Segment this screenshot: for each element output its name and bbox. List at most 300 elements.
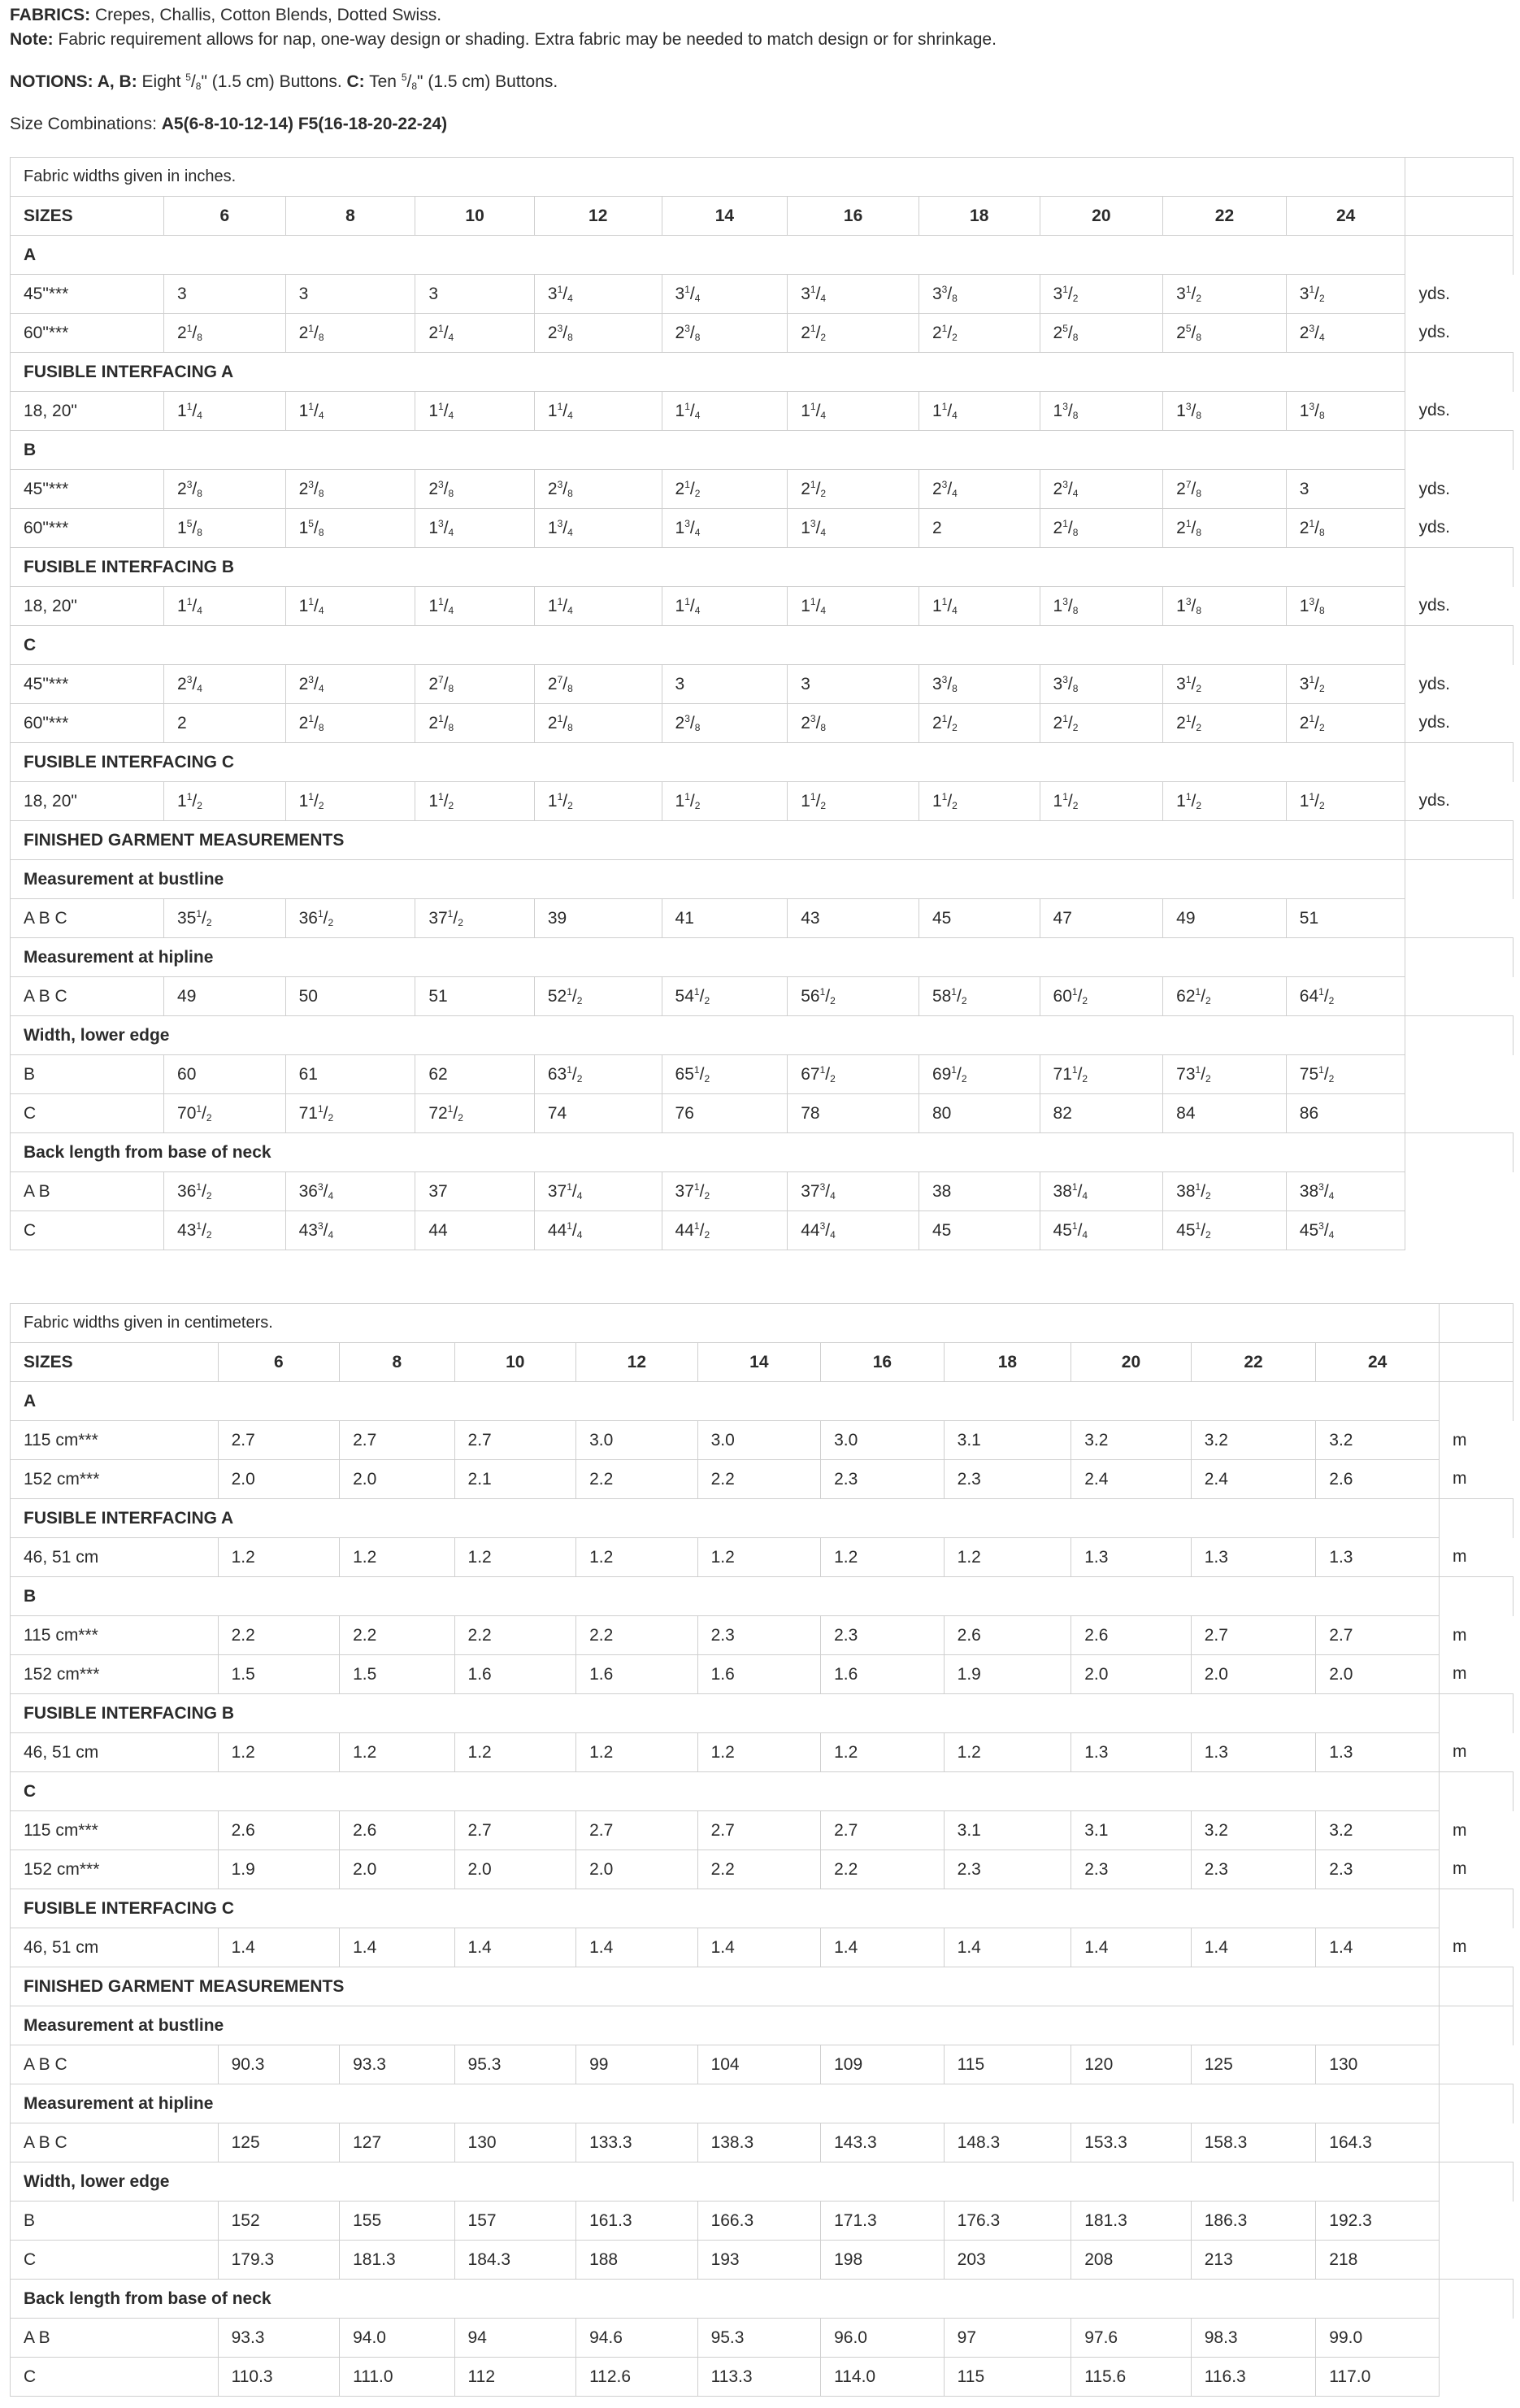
value-cell: $1^3/_8$	[1040, 587, 1163, 626]
blank-cell	[1439, 1304, 1513, 1343]
value-cell: 82	[1040, 1094, 1163, 1133]
section-label: FUSIBLE INTERFACING B	[11, 548, 1405, 587]
value-cell: 161.3	[576, 2202, 698, 2241]
value-cell: 1.2	[697, 1538, 821, 1577]
value-cell: $73^1/_2$	[1163, 1055, 1287, 1094]
value-cell: 62	[415, 1055, 535, 1094]
value-cell: $2^1/_8$	[534, 704, 662, 743]
value-cell: 2.4	[1071, 1460, 1192, 1499]
blank-cell	[1439, 1772, 1513, 1811]
value-cell: 198	[821, 2241, 945, 2280]
blank-cell	[1405, 1133, 1513, 1172]
unit-cell: m	[1439, 1928, 1513, 1967]
value-cell: $2^1/_8$	[164, 314, 286, 353]
value-cell: $2^7/_8$	[1163, 470, 1287, 509]
value-cell: 1.4	[1191, 1928, 1316, 1967]
value-cell: $37^1/_2$	[415, 899, 535, 938]
value-cell: 38	[919, 1172, 1040, 1211]
value-cell: $70^1/_2$	[164, 1094, 286, 1133]
unit-cell	[1439, 2358, 1513, 2397]
value-cell: $35^1/_2$	[164, 899, 286, 938]
value-cell: $1^1/_2$	[415, 782, 535, 821]
table-row	[11, 275, 1513, 314]
value-cell: $43^3/_4$	[285, 1211, 415, 1250]
value-cell: $45^1/_4$	[1040, 1211, 1163, 1250]
row-label: 60"***	[11, 704, 164, 743]
value-cell: 97	[944, 2319, 1071, 2358]
section-label: FUSIBLE INTERFACING A	[11, 353, 1405, 392]
value-cell: $3^1/_4$	[788, 275, 919, 314]
value-cell: 2.0	[454, 1850, 576, 1889]
value-cell: 2.6	[1316, 1460, 1440, 1499]
table-row	[11, 1733, 1513, 1772]
value-cell: 99.0	[1316, 2319, 1440, 2358]
row-label: 18, 20"	[11, 587, 164, 626]
value-cell: $72^1/_2$	[415, 1094, 535, 1133]
value-cell: $2^1/_2$	[919, 314, 1040, 353]
value-cell: $3^1/_2$	[1163, 665, 1287, 704]
value-cell: 2.2	[697, 1850, 821, 1889]
table-row	[11, 587, 1513, 626]
value-cell: 1.2	[340, 1733, 454, 1772]
value-cell: 193	[697, 2241, 821, 2280]
table-row	[11, 509, 1513, 548]
value-cell: 94.6	[576, 2319, 698, 2358]
value-cell: $2^1/_2$	[1286, 704, 1405, 743]
value-cell: 3.2	[1191, 1421, 1316, 1460]
value-cell: $2^1/_8$	[415, 704, 535, 743]
section-row	[11, 938, 1513, 977]
value-cell: $2^3/_8$	[415, 470, 535, 509]
section-label: FUSIBLE INTERFACING C	[11, 1889, 1440, 1928]
section-row	[11, 548, 1513, 587]
value-cell: 2.7	[821, 1811, 945, 1850]
value-cell: 171.3	[821, 2202, 945, 2241]
table-row	[11, 1421, 1513, 1460]
value-cell: 45	[919, 899, 1040, 938]
value-cell: 208	[1071, 2241, 1192, 2280]
value-cell: $1^5/_8$	[285, 509, 415, 548]
value-cell: $38^1/_4$	[1040, 1172, 1163, 1211]
value-cell: 184.3	[454, 2241, 576, 2280]
value-cell: 2.2	[697, 1460, 821, 1499]
value-cell: 2.6	[944, 1616, 1071, 1655]
value-cell: 218	[1316, 2241, 1440, 2280]
value-cell: $52^1/_2$	[534, 977, 662, 1016]
value-cell: 1.2	[944, 1538, 1071, 1577]
value-cell: 153.3	[1071, 2123, 1192, 2162]
value-cell: 2.3	[944, 1460, 1071, 1499]
value-cell: 2.3	[697, 1616, 821, 1655]
value-cell: 45	[919, 1211, 1040, 1250]
value-cell: 3.2	[1316, 1421, 1440, 1460]
unit-cell: yds.	[1405, 704, 1513, 743]
value-cell: 1.4	[821, 1928, 945, 1967]
value-cell: $1^3/_8$	[1163, 392, 1287, 431]
value-cell: 2.0	[340, 1850, 454, 1889]
value-cell: 2.0	[340, 1460, 454, 1499]
value-cell: 130	[454, 2123, 576, 2162]
value-cell: 1.6	[576, 1655, 698, 1694]
size-header: 6	[218, 1343, 340, 1382]
value-cell: $43^1/_2$	[164, 1211, 286, 1250]
table-row	[11, 782, 1513, 821]
value-cell: 109	[821, 2045, 945, 2084]
unit-cell	[1405, 1172, 1513, 1211]
section-row	[11, 2084, 1513, 2123]
value-cell: 1.3	[1316, 1733, 1440, 1772]
blank-cell	[1405, 821, 1513, 860]
value-cell: 1.5	[340, 1655, 454, 1694]
blank-cell	[1439, 2280, 1513, 2319]
caption-row	[11, 1304, 1513, 1343]
value-cell: 1.2	[576, 1733, 698, 1772]
value-cell: 2.7	[1191, 1616, 1316, 1655]
value-cell: $56^1/_2$	[788, 977, 919, 1016]
table-row	[11, 1616, 1513, 1655]
value-cell: $1^3/_8$	[1286, 587, 1405, 626]
value-cell: 1.4	[454, 1928, 576, 1967]
section-label: Back length from base of neck	[11, 1133, 1405, 1172]
row-label: C	[11, 1211, 164, 1250]
blank-cell	[1439, 2006, 1513, 2045]
value-cell: $2^1/_2$	[662, 470, 788, 509]
value-cell: 138.3	[697, 2123, 821, 2162]
value-cell: 1.2	[218, 1733, 340, 1772]
value-cell: $2^1/_2$	[788, 314, 919, 353]
unit-cell: yds.	[1405, 392, 1513, 431]
value-cell: $63^1/_2$	[534, 1055, 662, 1094]
value-cell: 96.0	[821, 2319, 945, 2358]
value-cell: 74	[534, 1094, 662, 1133]
value-cell: $2^1/_8$	[1286, 509, 1405, 548]
value-cell: $1^3/_4$	[788, 509, 919, 548]
value-cell: 188	[576, 2241, 698, 2280]
row-label: A B C	[11, 2123, 219, 2162]
value-cell: $1^3/_4$	[662, 509, 788, 548]
section-row	[11, 743, 1513, 782]
unit-cell: yds.	[1405, 665, 1513, 704]
table-row	[11, 1055, 1513, 1094]
section-row	[11, 236, 1513, 275]
note-text: Fabric requirement allows for nap, one-way design or shading. Extra fabric may be needed to match design or for shrinkage.	[53, 30, 997, 49]
value-cell: $1^1/_2$	[285, 782, 415, 821]
value-cell: 39	[534, 899, 662, 938]
row-label: A B	[11, 1172, 164, 1211]
row-label: 46, 51 cm	[11, 1928, 219, 1967]
table-row	[11, 1094, 1513, 1133]
size-header: 14	[697, 1343, 821, 1382]
value-cell: 61	[285, 1055, 415, 1094]
unit-cell	[1439, 2123, 1513, 2162]
value-cell: 3	[164, 275, 286, 314]
section-row	[11, 1694, 1513, 1733]
size-header: 24	[1316, 1343, 1440, 1382]
value-cell: 111.0	[340, 2358, 454, 2397]
value-cell: 2	[919, 509, 1040, 548]
value-cell: $1^1/_4$	[534, 587, 662, 626]
value-cell: $3^3/_8$	[919, 275, 1040, 314]
size-combination-label: Size Combinations:	[10, 115, 162, 133]
blank-cell	[1405, 938, 1513, 977]
table-caption: Fabric widths given in centimeters.	[11, 1304, 1440, 1343]
value-cell: $1^3/_8$	[1286, 392, 1405, 431]
unit-cell	[1405, 1055, 1513, 1094]
unit-cell	[1439, 2202, 1513, 2241]
value-cell: $2^3/_8$	[788, 704, 919, 743]
row-label: 115 cm***	[11, 1811, 219, 1850]
value-cell: $71^1/_2$	[285, 1094, 415, 1133]
value-cell: 186.3	[1191, 2202, 1316, 2241]
blank-cell	[1405, 860, 1513, 899]
value-cell: 2.0	[1071, 1655, 1192, 1694]
value-cell: 50	[285, 977, 415, 1016]
value-cell: 179.3	[218, 2241, 340, 2280]
table-row	[11, 1928, 1513, 1967]
value-cell: $1^1/_4$	[415, 392, 535, 431]
row-label: A B C	[11, 2045, 219, 2084]
value-cell: $2^1/_2$	[788, 470, 919, 509]
row-label: A B C	[11, 899, 164, 938]
section-label: FUSIBLE INTERFACING B	[11, 1694, 1440, 1733]
value-cell: $1^1/_2$	[1163, 782, 1287, 821]
table-row	[11, 1811, 1513, 1850]
value-cell: $1^3/_4$	[415, 509, 535, 548]
value-cell: $1^1/_4$	[662, 392, 788, 431]
section-label: FINISHED GARMENT MEASUREMENTS	[11, 821, 1405, 860]
value-cell: 1.2	[821, 1538, 945, 1577]
row-label: 45"***	[11, 470, 164, 509]
value-cell: $2^3/_4$	[164, 665, 286, 704]
row-label: B	[11, 1055, 164, 1094]
size-header: 10	[415, 197, 535, 236]
value-cell: 3.0	[697, 1421, 821, 1460]
value-cell: $1^1/_4$	[415, 587, 535, 626]
value-cell: 47	[1040, 899, 1163, 938]
table-row	[11, 470, 1513, 509]
value-cell: 127	[340, 2123, 454, 2162]
value-cell: $2^3/_8$	[285, 470, 415, 509]
value-cell: 3.0	[821, 1421, 945, 1460]
value-cell: 1.3	[1191, 1538, 1316, 1577]
notions-c-text: Ten $^5/_8$" (1.5 cm) Buttons.	[364, 72, 558, 92]
value-cell: $2^7/_8$	[534, 665, 662, 704]
size-header: 22	[1163, 197, 1287, 236]
value-cell: $1^1/_2$	[788, 782, 919, 821]
unit-cell	[1405, 1211, 1513, 1250]
value-cell: 115	[944, 2358, 1071, 2397]
size-header: 12	[576, 1343, 698, 1382]
unit-cell: m	[1439, 1733, 1513, 1772]
value-cell: 2.2	[218, 1616, 340, 1655]
blank-cell	[1405, 158, 1513, 197]
value-cell: 3	[788, 665, 919, 704]
value-cell: 1.2	[454, 1733, 576, 1772]
value-cell: $2^5/_8$	[1163, 314, 1287, 353]
value-cell: $45^3/_4$	[1286, 1211, 1405, 1250]
section-row	[11, 431, 1513, 470]
value-cell: $2^3/_8$	[662, 314, 788, 353]
blank-cell	[1439, 1967, 1513, 2006]
section-row	[11, 2162, 1513, 2202]
notions-c-label: C:	[346, 72, 365, 91]
value-cell: 1.4	[944, 1928, 1071, 1967]
table-row	[11, 665, 1513, 704]
value-cell: 164.3	[1316, 2123, 1440, 2162]
unit-cell: yds.	[1405, 782, 1513, 821]
value-cell: 1.4	[218, 1928, 340, 1967]
unit-cell: yds.	[1405, 470, 1513, 509]
sizes-header-row	[11, 1343, 1513, 1382]
size-header: 10	[454, 1343, 576, 1382]
value-cell: 133.3	[576, 2123, 698, 2162]
value-cell: $1^1/_2$	[1040, 782, 1163, 821]
section-label: Measurement at bustline	[11, 2006, 1440, 2045]
value-cell: 125	[218, 2123, 340, 2162]
value-cell: 1.2	[576, 1538, 698, 1577]
value-cell: 2.3	[1071, 1850, 1192, 1889]
value-cell: 158.3	[1191, 2123, 1316, 2162]
value-cell: 37	[415, 1172, 535, 1211]
value-cell: 117.0	[1316, 2358, 1440, 2397]
value-cell: 1.9	[944, 1655, 1071, 1694]
value-cell: $2^1/_8$	[285, 314, 415, 353]
value-cell: $3^1/_4$	[534, 275, 662, 314]
value-cell: $1^1/_4$	[662, 587, 788, 626]
blank-cell	[1405, 431, 1513, 470]
size-header: 6	[164, 197, 286, 236]
fabrics-label: FABRICS:	[10, 6, 91, 24]
value-cell: $3^1/_2$	[1286, 665, 1405, 704]
value-cell: 2.2	[454, 1616, 576, 1655]
row-label: 115 cm***	[11, 1421, 219, 1460]
blank-cell	[1405, 1016, 1513, 1055]
value-cell: $2^3/_8$	[534, 470, 662, 509]
value-cell: 152	[218, 2202, 340, 2241]
blank-cell	[1405, 353, 1513, 392]
value-cell: 3.1	[944, 1811, 1071, 1850]
value-cell: $65^1/_2$	[662, 1055, 788, 1094]
section-label: Measurement at hipline	[11, 938, 1405, 977]
value-cell: $69^1/_2$	[919, 1055, 1040, 1094]
value-cell: $1^3/_8$	[1040, 392, 1163, 431]
value-cell: $67^1/_2$	[788, 1055, 919, 1094]
value-cell: 2.7	[1316, 1616, 1440, 1655]
table-row	[11, 2319, 1513, 2358]
value-cell: $62^1/_2$	[1163, 977, 1287, 1016]
table-row	[11, 2202, 1513, 2241]
value-cell: 2.0	[576, 1850, 698, 1889]
value-cell: 176.3	[944, 2202, 1071, 2241]
value-cell: 1.9	[218, 1850, 340, 1889]
value-cell: 2.7	[576, 1811, 698, 1850]
row-label: 46, 51 cm	[11, 1538, 219, 1577]
table-row	[11, 2241, 1513, 2280]
table-caption: Fabric widths given in inches.	[11, 158, 1405, 197]
value-cell: 125	[1191, 2045, 1316, 2084]
value-cell: 116.3	[1191, 2358, 1316, 2397]
value-cell: 3	[415, 275, 535, 314]
size-header: 18	[919, 197, 1040, 236]
value-cell: 2.2	[576, 1460, 698, 1499]
value-cell: 1.2	[944, 1733, 1071, 1772]
row-label: 60"***	[11, 509, 164, 548]
value-cell: $1^1/_4$	[534, 392, 662, 431]
value-cell: 113.3	[697, 2358, 821, 2397]
value-cell: $2^5/_8$	[1040, 314, 1163, 353]
value-cell: $3^1/_2$	[1163, 275, 1287, 314]
table-row	[11, 1850, 1513, 1889]
unit-cell	[1439, 2241, 1513, 2280]
value-cell: 1.4	[697, 1928, 821, 1967]
size-header: 16	[788, 197, 919, 236]
value-cell: $75^1/_2$	[1286, 1055, 1405, 1094]
blank-cell	[1439, 1382, 1513, 1421]
value-cell: $54^1/_2$	[662, 977, 788, 1016]
fabrics-line	[10, 3, 1513, 28]
section-label: FINISHED GARMENT MEASUREMENTS	[11, 1967, 1440, 2006]
size-header: 20	[1071, 1343, 1192, 1382]
value-cell: 1.6	[697, 1655, 821, 1694]
value-cell: 2.2	[821, 1850, 945, 1889]
value-cell: 80	[919, 1094, 1040, 1133]
size-header: 16	[821, 1343, 945, 1382]
value-cell: 130	[1316, 2045, 1440, 2084]
unit-cell: m	[1439, 1811, 1513, 1850]
value-cell: $60^1/_2$	[1040, 977, 1163, 1016]
section-label: Measurement at hipline	[11, 2084, 1440, 2123]
value-cell: 3.2	[1316, 1811, 1440, 1850]
table-row	[11, 977, 1513, 1016]
value-cell: 181.3	[340, 2241, 454, 2280]
section-row	[11, 2006, 1513, 2045]
value-cell: $45^1/_2$	[1163, 1211, 1287, 1250]
value-cell: 78	[788, 1094, 919, 1133]
caption-row	[11, 158, 1513, 197]
value-cell: 44	[415, 1211, 535, 1250]
section-row	[11, 1499, 1513, 1538]
value-cell: $1^1/_4$	[919, 392, 1040, 431]
value-cell: $36^3/_4$	[285, 1172, 415, 1211]
fabrics-text: Crepes, Challis, Cotton Blends, Dotted Swiss.	[90, 6, 442, 24]
value-cell: 1.5	[218, 1655, 340, 1694]
note-line	[10, 28, 1513, 52]
section-row	[11, 1016, 1513, 1055]
value-cell: $36^1/_2$	[164, 1172, 286, 1211]
value-cell: 115	[944, 2045, 1071, 2084]
blank-cell	[1439, 1343, 1513, 1382]
value-cell: 2.7	[454, 1421, 576, 1460]
row-label: 115 cm***	[11, 1616, 219, 1655]
value-cell: 41	[662, 899, 788, 938]
value-cell: 86	[1286, 1094, 1405, 1133]
value-cell: $2^3/_8$	[164, 470, 286, 509]
section-label: Width, lower edge	[11, 2162, 1440, 2202]
sizes-header-row	[11, 197, 1513, 236]
value-cell: 2	[164, 704, 286, 743]
value-cell: 49	[1163, 899, 1287, 938]
value-cell: $36^1/_2$	[285, 899, 415, 938]
blank-cell	[1405, 236, 1513, 275]
section-row	[11, 626, 1513, 665]
section-row	[11, 1133, 1513, 1172]
blank-cell	[1405, 626, 1513, 665]
value-cell: $1^5/_8$	[164, 509, 286, 548]
notions-line	[10, 70, 1513, 94]
table-row	[11, 314, 1513, 353]
value-cell: 115.6	[1071, 2358, 1192, 2397]
value-cell: 143.3	[821, 2123, 945, 2162]
